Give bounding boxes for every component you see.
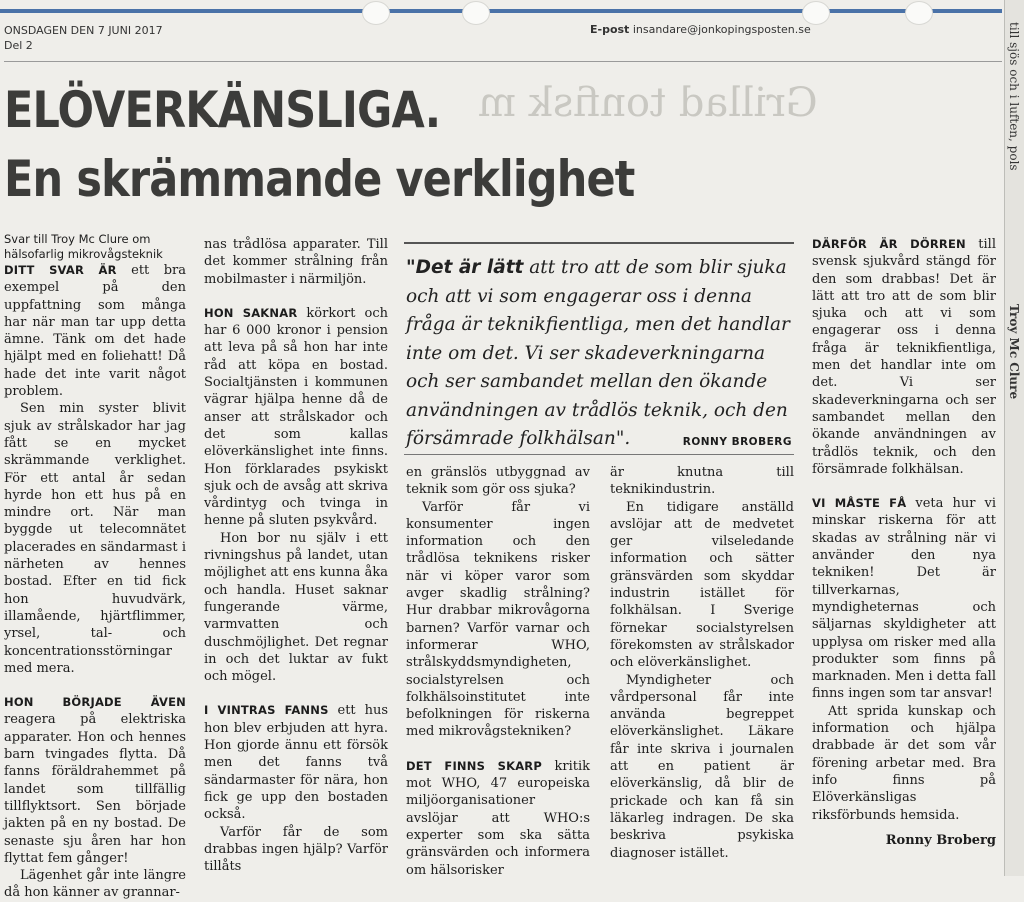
paragraph: VI MÅSTE FÅ veta hur vi minskar riskerna för att skadas av strålning när vi använder den nya tekniken! Det är tillverkarnas, myndigheternas och säljarnas skyldigheter att upplysa om risker med alla produkter som finns på marknaden. Men i detta fall finns ingen som tar ansvar! bbox=[812, 496, 996, 702]
top-color-bar bbox=[0, 9, 1002, 13]
binder-hole bbox=[802, 1, 830, 25]
paragraph: DET FINNS SKARP kritik mot WHO, 47 europeiska miljöorganisationer avslöjar att WHO:s experter som ska sätta gränsvärden och informera om hälsorisker bbox=[406, 758, 590, 878]
binder-hole bbox=[362, 1, 390, 25]
show-through-title: Grillad tonfisk m bbox=[478, 80, 818, 126]
adjacent-page-name: Troy Mc Clure bbox=[1007, 304, 1021, 400]
quote-top-rule bbox=[404, 242, 794, 244]
paragraph: I VINTRAS FANNS ett hus hon blev erbjuden att hyra. Hon gjorde ännu ett försök men det fanns två sändarmaster för nära, hon fick ge upp den bostaden också. bbox=[204, 703, 388, 823]
paragraph: Lägenhet går inte längre då hon känner av grannar- bbox=[4, 868, 186, 901]
paragraph: en gränslös utbyggnad av teknik som gör oss sjuka? bbox=[406, 465, 590, 498]
paragraph: HON SAKNAR körkort och har 6 000 kronor i pension att leva på så hon har inte råd att köpa en bostad. Socialtjänsten i kommunen vägrar hjälpa henne då de anser att strålskador och det som kallas elöverkänslighet inte finns. Hon förklarades psykiskt sjuk och de avsåg att skriva vårdintyg och tvinga in henne på sluten psykvård. bbox=[204, 305, 388, 529]
paragraph: Varför får vi konsumenter ingen information och den trådlösa teknikens risker när vi köper varor som avger skadlig strålning? Hur drabbar mikrovågorna barnen? Varför varnar och informerar WHO, strålskyddsmyndigheten, socialstyrelsen och folkhälsoinstitutet inte befolkningen för riskerna med mikrovågstekniken? bbox=[406, 499, 590, 740]
paragraph: är knutna till teknikindustrin. bbox=[610, 465, 794, 498]
headline-title: En skrämmande verklighet bbox=[4, 150, 635, 208]
issue-date: ONSDAGEN DEN 7 JUNI 2017 bbox=[4, 24, 163, 37]
pull-quote bbox=[406, 254, 792, 454]
email-line bbox=[590, 23, 811, 36]
article-column-1 bbox=[4, 232, 186, 902]
pull-quote-opening: "Det är lätt bbox=[406, 257, 524, 278]
paragraph: Hon bor nu själv i ett rivningshus på landet, utan möjlighet att ens kunna åka och handla. Huset saknar fungerande värme, varmvatten och duschmöjlighet. Det regnar in och det luktar av fukt och mögel. bbox=[204, 530, 388, 685]
article-column-3 bbox=[406, 464, 590, 879]
section-label: Del 2 bbox=[4, 39, 33, 52]
headline-kicker: ELÖVERKÄNSLIGA. bbox=[4, 81, 441, 139]
paragraph: En tidigare anställd avslöjar att de medvetet ger vilseledande information och sätter gränsvärden som skyddar industrin istället för folkhälsan. I Sverige förnekar socialstyrelsen förekomsten av strålskador och elöverkänslighet. bbox=[610, 499, 794, 671]
paragraph: nas trådlösa apparater. Till det kommer strålning från mobilmaster i närmiljön. bbox=[204, 237, 388, 287]
paragraph: Varför får de som drabbas ingen hjälp? Varför tillåts bbox=[204, 824, 388, 875]
header-rule bbox=[4, 61, 1002, 62]
paragraph: Myndigheter och vårdpersonal får inte använda begreppet elöverkänslighet. Läkare får inte skriva i journalen att en patient är elöverkänslig, då blir de prickade och kan få sin läkarleg indragen. De ska beskriva psykiska diagnoser istället. bbox=[610, 672, 794, 861]
article-column-5 bbox=[812, 236, 996, 849]
author-signature: Ronny Broberg bbox=[885, 832, 996, 848]
adjacent-page-text: till sjös och i luften, pols bbox=[1007, 22, 1021, 171]
masthead bbox=[4, 23, 163, 53]
article-column-2 bbox=[204, 236, 388, 875]
paragraph: DITT SVAR ÄR ett bra exempel på den uppfattning som många har när man tar upp detta ämne. Tänk om det hade hjälpt med en foliehatt! Då hade det inte varit något problem. bbox=[4, 263, 186, 400]
paragraph: Sen min syster blivit sjuk av strålskador har jag fått se en mycket skrämmande verklighet. För ett antal år sedan hyrde hon ett hus på en mindre ort. När man byggde ut telecomnätet placerades en sändarmast i närheten av hennes bostad. Efter en tid fick hon huvudvärk, illamående, hjärtflimmer, yrsel, tal- och koncentrationsstörningar med mera. bbox=[4, 401, 186, 676]
pull-quote-byline: RONNY BROBERG bbox=[682, 436, 792, 448]
paragraph: HON BÖRJADE ÄVEN reagera på elektriska apparater. Hon och hennes barn tvingades flytta. Då fanns föräldrahemmet på landet som tillfällig tillflyktsort. Sen började jakten på en ny bostad. De senaste sju åren har hon flyttat fem gånger! bbox=[4, 695, 186, 866]
binder-hole bbox=[462, 1, 490, 25]
pull-quote-text: att tro att de som blir sjuka och att vi som engagerar oss i denna fråga är teknikfientliga, men det handlar inte om det. Vi ser skadeverkningarna och ser sambandet mellan den ökande användningen av trådlös teknik, och den försämrade folkhälsan". bbox=[406, 257, 790, 449]
binder-hole bbox=[905, 1, 933, 25]
paragraph: DÄRFÖR ÄR DÖRREN till svensk sjukvård stängd för den som drabbas! Det är lätt att tro att de som blir sjuka och att vi som engagerar oss i denna fråga är teknikfientliga, men det handlar inte om det. Vi ser skadeverkningarna och ser sambandet mellan den ökande användningen av trådlös teknik, och den försämrade folkhälsan. bbox=[812, 237, 996, 477]
email-label: E-post bbox=[590, 23, 630, 36]
quote-bottom-rule bbox=[404, 454, 794, 455]
article-intro: Svar till Troy Mc Clure om hälsofarlig mikrovågsteknik bbox=[4, 232, 163, 261]
email-address: insandare@jonkopingsposten.se bbox=[632, 23, 811, 36]
paragraph: Att sprida kunskap och information och hjälpa drabbade är det som vår förening arbetar med. Bra info finns på Elöverkänsligas riksförbunds hemsida. bbox=[812, 703, 996, 823]
article-column-4 bbox=[610, 464, 794, 862]
adjacent-page-edge bbox=[1004, 0, 1024, 876]
